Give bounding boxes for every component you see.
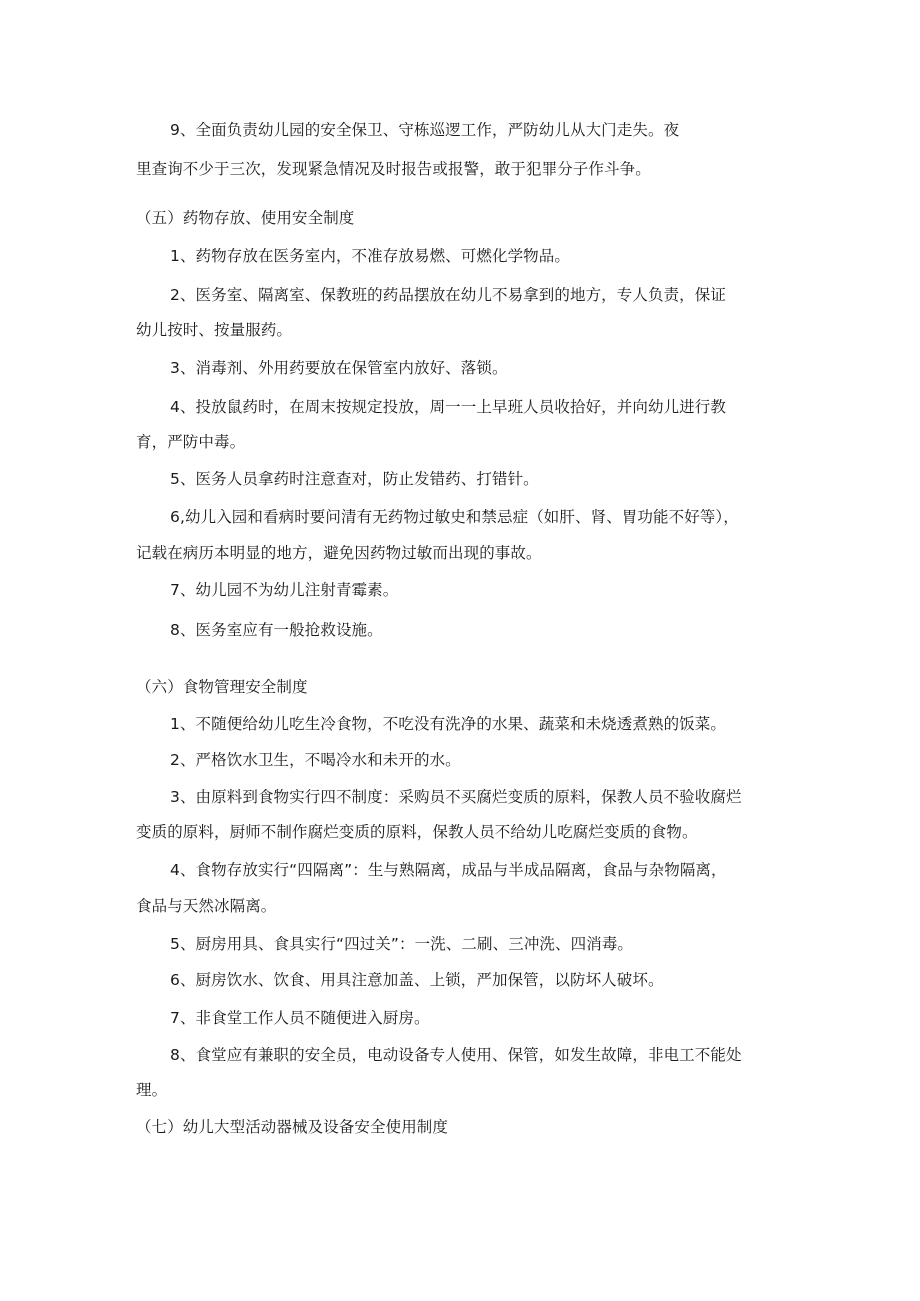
paragraph-line: 5、医务人员拿药时注意查对，防止发错药、打错针。 [170, 470, 539, 488]
paragraph-line: 记载在病历本明显的地方，避免因药物过敏而出现的事故。 [136, 544, 542, 562]
paragraph-line: 7、非食堂工作人员不随便进入厨房。 [170, 1009, 430, 1027]
paragraph-line: 1、药物存放在医务室内，不准存放易燃、可燃化学物品。 [170, 247, 570, 265]
section-heading: （五）药物存放、使用安全制度 [136, 209, 355, 227]
paragraph-line: 7、幼儿园不为幼儿注射青霉素。 [170, 581, 399, 599]
paragraph-line: 幼儿按时、按量服药。 [136, 321, 293, 339]
paragraph-line: 育，严防中毒。 [136, 433, 246, 451]
paragraph-line: 3、消毒剂、外用药要放在保管室内放好、落锁。 [170, 359, 508, 377]
paragraph-line: 2、严格饮水卫生，不喝冷水和未开的水。 [170, 751, 461, 769]
paragraph-line: 2、医务室、隔离室、保教班的药品摆放在幼儿不易拿到的地方，专人负责，保证 [170, 286, 726, 304]
paragraph-line: 6、厨房饮水、饮食、用具注意加盖、上锁，严加保管，以防坏人破坏。 [170, 971, 664, 989]
paragraph-line: 4、投放鼠药时，在周末按规定投放，周一一上早班人员收拾好，并向幼儿进行教 [170, 398, 726, 416]
paragraph-line: 食品与天然冰隔离。 [136, 897, 277, 915]
paragraph-line: 里查询不少于三次，发现紧急情况及时报告或报警，敢于犯罪分子作斗争。 [136, 160, 651, 178]
paragraph-line: 6,幼儿入园和看病时要问清有无药物过敏史和禁忌症（如肝、肾、胃功能不好等）， [170, 508, 739, 526]
paragraph-line: 4、食物存放实行“四隔离”：生与熟隔离，成品与半成品隔离，食品与杂物隔离， [170, 861, 727, 879]
section-heading: （六）食物管理安全制度 [136, 678, 308, 696]
paragraph-line: 3、由原料到食物实行四不制度：采购员不买腐烂变质的原料，保教人员不验收腐烂 [170, 788, 742, 806]
paragraph-line: 8、食堂应有兼职的安全员，电动设备专人使用、保管，如发生故障，非电工不能处 [170, 1046, 742, 1064]
paragraph-line: 5、厨房用具、食具实行“四过关”：一洗、二刷、三冲洗、四消毒。 [170, 935, 634, 953]
paragraph-line: 8、医务室应有一般抢救设施。 [170, 621, 383, 639]
paragraph-line: 理。 [136, 1081, 168, 1099]
section-heading: （七）幼儿大型活动器械及设备安全使用制度 [136, 1118, 449, 1136]
paragraph-line: 1、不随便给幼儿吃生冷食物，不吃没有洗净的水果、蔬菜和未烧透煮熟的饭菜。 [170, 715, 726, 733]
paragraph-line: 变质的原料，厨师不制作腐烂变质的原料，保教人员不给幼儿吃腐烂变质的食物。 [136, 823, 698, 841]
paragraph-line: 9、全面负责幼儿园的安全保卫、守栋巡逻工作，严防幼儿从大门走失。夜 [170, 121, 680, 139]
